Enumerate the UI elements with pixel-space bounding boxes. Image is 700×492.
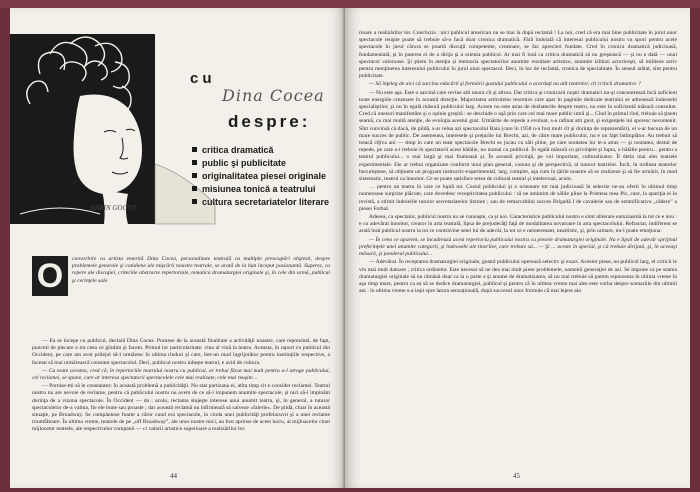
bullet-icon — [192, 160, 197, 165]
topics-list — [192, 144, 329, 209]
bullet-icon — [192, 199, 197, 204]
bullet-icon — [192, 147, 197, 152]
right-page — [345, 8, 690, 488]
cover-edge — [0, 0, 700, 8]
body-paragraph: … pentru un teatru în care ce luptã tot. Costul publicului şi o orientare tot mai judicioasã în selectie ne-au oferit în ultimul timp numeroase surprize plăcute, care dovedesc receptivitatea publicului : sã ne amintim de sălile pline la Prietena mea Pic, care, la apariţia ei în revistă, a stîrnit îndoielile tuturor secretariatelor literare ; sau de remarcabilul succes Brigadă I de cavalerie sau de semnificativa „cădere” a piesei Fotbal. — [359, 184, 677, 212]
drop-cap: O — [32, 256, 68, 296]
heading-despre: despre: — [228, 112, 311, 131]
body-paragraph: — Nu este aşa. Este o sarcină care revine atît unora cît şi altora. Dar critica şi cronicarii noştri dramatici nu-şi concentrează încă suficient toate energiile creatoare în această direcţie. Majoritatea articolelor teoretice care apar în paginile dedicate teatrului se adresează îndeosebi specialiştilor, şi nu în egală măsură publicului larg. Aceste nu este atras de dezbaterile despre teatru, nu este în suficientă măsură consultat. Cred cã unesori manifestãm şi o opinie greşitã : se deschide o uşă prin care cel mai mare public intrã şi... Cînd în primul rînd, trebuie sã ţinem seamã, cu mai multã atenţie, de evoluţia acestui gust. Urmărite de repede a evoluat, s-a rafinat atit gust, şi exigenţele lui sporesc necontenit. Sînt convinsă cã dacă, de pildă, s-ar relua azi spectacolul Baia (care în 1958 n-a fost mult cît şi dorinţa de reprezentãri), el s-ar bucura de un mare succes de public. De asemenea, interesele şi preţurile lui Brecht, azi, de cãtre mare publicului, nu e un fapt întîmplãtor. Au trebuit să treacă cîţiva ani — timp în care un teatr spectacole Brecht se jucau cu sãli pline, pe care noutatea lor le-a atras — şi noutatea, destul de repede, pe care a-i trebuie în spectatorii acest bãtãlie, nu numai cu publicul. În egală mãsurã cu privinţele şi lupta, o bãtãlie pentru... pentru a teatrul publicului... o mai largã şi mai frumoasã şi. În aceastã privinţã, pe vol important, culturalizator. Îl detin mai ales teatrele experimentale. Ele ar trebui organizate conform unui plan general, comun şi de perspectivã, al tuturor teatrelor. Încît, în ordinea teatrelor bucureştene, sã obţinem un program instructiv-experimental, larg, complet, aşa cum în ţãrile noastre să se realizeze şi să fie urmãrit, în mod sistematic, teatrul ca înnoitor. Ce se poate satisface setea de cultural teatral şi intelectual, acum. — [359, 89, 677, 183]
body-paragraph: — Pornise-mi sã le constantez: în această problemã a publicităţii. Nu stat partizana ei, atîta timp cît e consider reclamei. Teatrul nostru nu are nevoie de reclame, pentru cã publicului nostru nu avem de ce sã-i impunem anumite spectacole, şi nici sã-i impinãm dorinţa de a vizona spectacole. În Occident — da ; acolo, reclama slujeşte interese unui anumit teatru, şi, în general, a tuturor spectacolelor de-a valma, fie ele bune sau proaste ; dar aceastã reclamã nu infirmeazã sã salveze «falerie». De pildã, chiar în această situaţie, pe Broadway. Se compãnteze foarte a cãror cund era spectacole, în ciuda unei publicităţi profelacuvit şi a unei reclame triumfătoare. În ultima vreme, teatrele de pe „off Broadway”, ale unor nostre mici, au fost aprinse de acest lucru, al mijloacelor cinei mijlocetor teatrele, ale respectivelor companii — ci valorii artistice superioare a realizărilor lor. — [32, 383, 330, 433]
body-paragraph: Adesea, ca spectator, publicul nostru nu se cunoaşte, ca şi noi. Caracteristice publicului nostru e simt aliterare entuziasmă la tot ce e nou : e cu adevãrat înnoitor, creator în arta teatrală, lipsa de prejudecăţi faţă de modalitatea novatoare în arta spectacolului. Refractar, indiferent se aratã însã publicul nostru la tot ce contravine setei lui de adevãr, la tot ce e neinteresant, neartistic, şi, prin urmare, nu-l poate emoţiona. — [359, 214, 677, 235]
body-paragraph: — Adevãrat. În receptarea dramaturgiei originale, gustul publicului opereazã selectiv şi exact. Acestor piese, nu publicul larg, el criticii le vin mai mult datoare ; critica ordinelor. Este necesar să ne dea mai mult piese problemele, oamenii generaţiei de azi. Se impune ca pe seama dramaturgiei originale să nu rămână doar ca la o parte a şi anume de dramatizarea, sã nu mai trebuie sã putem reprezenta în ultima vreme în aşa timp mare, pentru ca ea să se dedice dramaturgiei, publicul şi pentru cã în ultima vreme mai ales este vorba despre scenariile din ultimii ani : în ultima vreme s-a ieşit spre latura senzaţionalã, după succesul unor formule cã mai lejere ale. — [359, 259, 677, 295]
heading-cu: cu — [190, 70, 216, 87]
bullet-icon — [192, 186, 197, 191]
right-body-column — [359, 30, 677, 296]
page-number-left: 44 — [170, 472, 177, 480]
left-page — [10, 8, 345, 488]
question-paragraph: — În ceea ce aparent, se încadrează acest repertoriu publicului nostru cu piesele dramaturgiei originale. Nu e lipsit de adevãr sprijinul preferinţele unei anumite categorii, şi îndeosebi ale tinerilor, care trebuie să... — Şi ... aceste în special, şi că trebuie dirijată, şi, în aceeaşi mãsurã, şi ponderul publicului... — [359, 236, 677, 258]
question-paragraph: — Cu toate acestea, cred cã, în repertoriile teatrului nostru cu publicul, ar trebui fãcut mai mult pentru a-l atrage publicului, cel reclamei, se spune, care ar interesa spectatorii spectacolele cele mai realizate, cele mai reuşite… — [32, 367, 330, 382]
intro-paragraph-column — [72, 256, 330, 286]
page-number-right: 45 — [513, 472, 520, 480]
header-illustration — [10, 8, 345, 228]
artist-signature: HARIN GOGOT — [90, 204, 137, 212]
body-paragraph: — Ea se începe cu publicul, declarã Dina Cocea. Pornese de la această finalitate a activităţii noastre, care reprezintă, de fapt, punctul de plecare a tot ceea ce gîndim şi facem. Primul lor particularitate: vina al vină la teatru. Aceasta, în raport cu publicul din Occident, pe care am avut prilejul sã-l urmãresc în ultima rînduri şi care, într-un mod îngrijorãtor pentru instituţiile respective, a încetat sã mai urmãreascã constant spectacolul. Deci, publicul nostru iubeşte teatrul, e avid de cultura. — [32, 338, 330, 366]
topic-item: misiunea tonică a teatrului — [192, 183, 329, 196]
topic-item: originalitatea piesei originale — [192, 170, 329, 183]
question-paragraph: — Să înţeleg de aici că sarcina educării şi formării gustului publicului o acordaţi nu atît teatrelor, cît criticii dramatice ? — [369, 81, 641, 88]
signature-dina-cocea: Dina Cocea — [222, 86, 325, 105]
bullet-icon — [192, 173, 197, 178]
left-body-column — [32, 338, 330, 435]
topic-item: public şi publicitate — [192, 157, 329, 170]
intro-paragraph: convorbire cu artista emeritã Dina Cocea, personalitate teatralã cu multiple preocupãri obştesti, despre problemele generale şi cotidiene ale mişcãrii noastre teatrale, se aratã de la bun început pasionantã. Superez, ca repere ale discuţiei, criteriile abstracte repertoriale, tematica dramaturgiei originale şi, în cele din urmã, publicul şi cerinţele sale. — [72, 256, 330, 284]
topic-item: cultura secretariatelor literare — [192, 196, 329, 209]
topic-item: critica dramatică — [192, 144, 329, 157]
body-paragraph: rioare a realizărilor lor. Concluzia : nici publicul american nu se mai la după reclamă ! La noi, cred cã era mai bine publicitate în jurul unor spectacole reuşite poate să trebuie sã-o facã doar cronica dramaticã. Fãrã îndoialã cã interesul publicului nostru va spori pentru acele spectacole în jurul cãrora se poartã discuţii competente, creatoare, se fac aprecieri fondate. Cred în cronica dramaticã judicioasã, fundamentală, şi în puterea ei de a dirija şi a orienta publicul. Ar mai fi însã ca critica dramaticã să nu greşească — şi nu e dată — unui spectacol valoroase. Şi ştiem în atenţia şi memoria spectatorilor anumite rezultate artistice, anumite izbînzi actoriceşti, să militeze activ pentru menţinerea interesului publicului în jurul unui spectacol. Deci, în loc de reclamă, cronica de specialitate. În sensul arãtat, sînt pentru publicitate. — [359, 30, 677, 80]
